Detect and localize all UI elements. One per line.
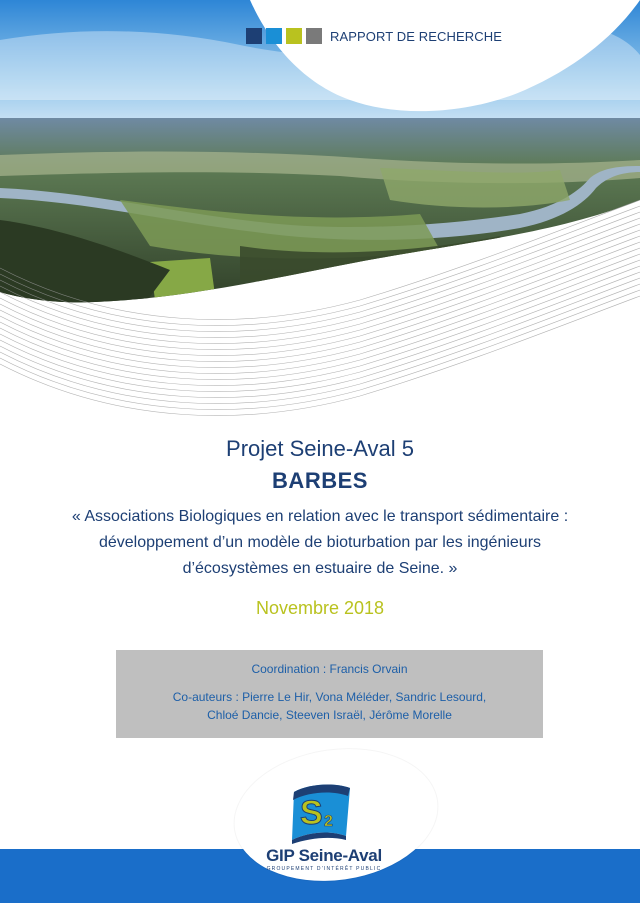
gip-seine-aval-logo-icon — [286, 778, 356, 844]
project-name: Projet Seine-Aval 5 — [226, 436, 414, 461]
project-subtitle: « Associations Biologiques en relation avec le transport sédimentaire : développement d’un modèle de bioturbation par les ingénieurs d’écosystèmes en estuaire de Seine. » — [71, 508, 569, 577]
logo-tagline: GROUPEMENT D'INTÉRÊT PUBLIC — [266, 866, 382, 872]
title-block — [0, 434, 640, 619]
credits-box — [116, 650, 543, 738]
navy-square-icon — [246, 28, 262, 44]
coauthors-line: Co-auteurs : Pierre Le Hir, Vona Méléder, Sandric Lesourd, Chloé Dancie, Steeven Israël, Jérôme Morelle — [172, 690, 487, 722]
blue-square-icon — [266, 28, 282, 44]
report-type-header — [246, 28, 502, 44]
project-code: BARBES — [272, 468, 368, 493]
logo-name: GIP Seine-Aval — [266, 846, 382, 865]
svg-text:2: 2 — [324, 813, 333, 830]
report-type-label: RAPPORT DE RECHERCHE — [330, 28, 502, 44]
svg-text:S: S — [300, 794, 323, 832]
publication-date: Novembre 2018 — [255, 598, 385, 618]
aerial-photo-banner — [0, 0, 640, 440]
coordination-line: Coordination : Francis Orvain — [251, 662, 408, 676]
gray-square-icon — [306, 28, 322, 44]
green-square-icon — [286, 28, 302, 44]
